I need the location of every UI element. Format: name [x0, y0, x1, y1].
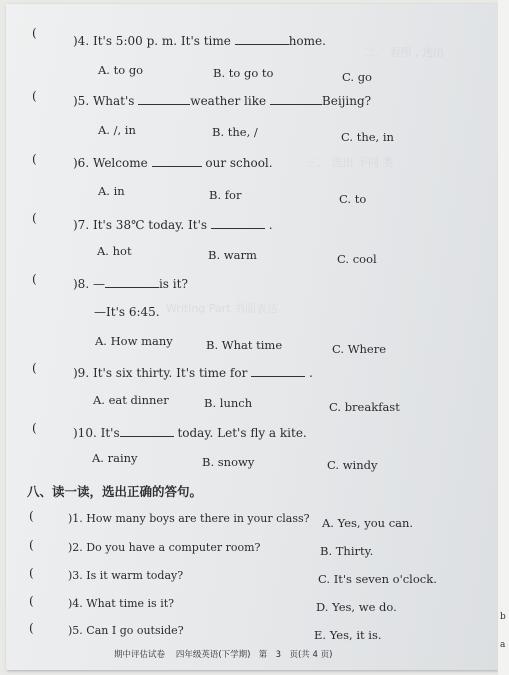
matching-answer: D. Yes, we do. — [316, 600, 397, 614]
answer-paren[interactable]: ( — [32, 211, 37, 225]
matching-answer: C. It's seven o'clock. — [318, 572, 437, 586]
matching-answer: A. Yes, you can. — [322, 516, 414, 530]
option-c[interactable]: C. go — [342, 70, 372, 84]
answer-paren[interactable]: ( — [32, 152, 37, 166]
answer-blank[interactable] — [105, 276, 159, 288]
matching-question: )5. Can I go outside? — [68, 624, 184, 637]
option-a[interactable]: A. eat dinner — [93, 393, 169, 407]
bleed-letter: a — [500, 640, 506, 650]
question-text: )7. It's 38℃ today. It's . — [73, 218, 273, 232]
matching-question: )4. What time is it? — [68, 597, 175, 610]
bleed-through: 三、 选出 不同 类 — [306, 156, 394, 169]
matching-question: )3. Is it warm today? — [68, 569, 184, 582]
option-c[interactable]: C. Where — [332, 342, 387, 356]
bleed-through: 二、 看图 , 选出 — [364, 46, 444, 59]
option-a[interactable]: A. How many — [95, 334, 173, 348]
option-b[interactable]: B. warm — [208, 248, 257, 262]
matching-question: )2. Do you have a computer room? — [68, 541, 261, 554]
answer-blank[interactable] — [138, 93, 190, 105]
option-a[interactable]: A. rainy — [92, 451, 138, 465]
answer-paren[interactable]: ( — [32, 272, 37, 286]
option-c[interactable]: C. the, in — [341, 130, 394, 144]
answer-paren[interactable]: ( — [29, 594, 34, 608]
footer-subject: 四年级英语(下学期) — [175, 650, 251, 660]
option-b[interactable]: B. to go to — [213, 66, 274, 80]
answer-blank[interactable] — [152, 155, 202, 167]
option-b[interactable]: B. for — [209, 188, 242, 202]
option-b[interactable]: B. What time — [206, 338, 283, 352]
option-c[interactable]: C. to — [339, 192, 367, 206]
answer-blank[interactable] — [270, 93, 322, 105]
answer-paren[interactable]: ( — [29, 621, 34, 635]
option-b[interactable]: B. the, / — [212, 125, 258, 139]
answer-paren[interactable]: ( — [29, 566, 34, 580]
option-c[interactable]: C. windy — [327, 458, 378, 472]
page-edge — [498, 0, 509, 675]
question-text: )6. Welcome our school. — [73, 156, 273, 170]
answer-paren[interactable]: ( — [32, 26, 37, 40]
option-a[interactable]: A. in — [98, 184, 125, 198]
option-c[interactable]: C. breakfast — [329, 400, 400, 414]
bleed-through: Writing Part 书面表达 — [166, 302, 278, 315]
answer-paren[interactable]: ( — [29, 509, 34, 523]
option-a[interactable]: A. to go — [98, 63, 144, 77]
answer-paren[interactable]: ( — [32, 361, 37, 375]
answer-paren[interactable]: ( — [29, 538, 34, 552]
footer-exam: 期中评估试卷 — [114, 650, 166, 660]
question-text: )5. What's weather like Beijing? — [73, 94, 372, 108]
bleed-letter: b — [500, 612, 506, 622]
answer-blank[interactable] — [235, 33, 289, 45]
page-footer — [114, 648, 332, 660]
option-a[interactable]: A. /, in — [98, 123, 136, 137]
matching-question: )1. How many boys are there in your class? — [68, 512, 310, 525]
answer-paren[interactable]: ( — [32, 89, 37, 103]
section-8-heading: 八、读一读，选出正确的答句。 — [27, 484, 203, 499]
option-b[interactable]: B. snowy — [202, 455, 255, 469]
answer-paren[interactable]: ( — [32, 421, 37, 435]
answer-blank[interactable] — [251, 365, 305, 377]
question-text: )10. It's today. Let's fly a kite. — [73, 426, 307, 440]
footer-page: 第 3 页(共 4 页) — [258, 650, 333, 660]
answer-blank[interactable] — [211, 217, 265, 229]
question-text: )9. It's six thirty. It's time for . — [73, 366, 313, 380]
question-text: )4. It's 5:00 p. m. It's time home. — [73, 34, 326, 48]
exam-page — [6, 4, 498, 670]
matching-answer: E. Yes, it is. — [314, 628, 382, 642]
option-a[interactable]: A. hot — [97, 244, 132, 258]
option-b[interactable]: B. lunch — [204, 396, 253, 410]
matching-answer: B. Thirty. — [320, 544, 374, 558]
question-text: )8. — is it? — [73, 277, 188, 291]
answer-blank[interactable] — [120, 425, 174, 437]
question-answer-line: —It's 6:45. — [94, 305, 160, 319]
option-c[interactable]: C. cool — [337, 252, 377, 266]
